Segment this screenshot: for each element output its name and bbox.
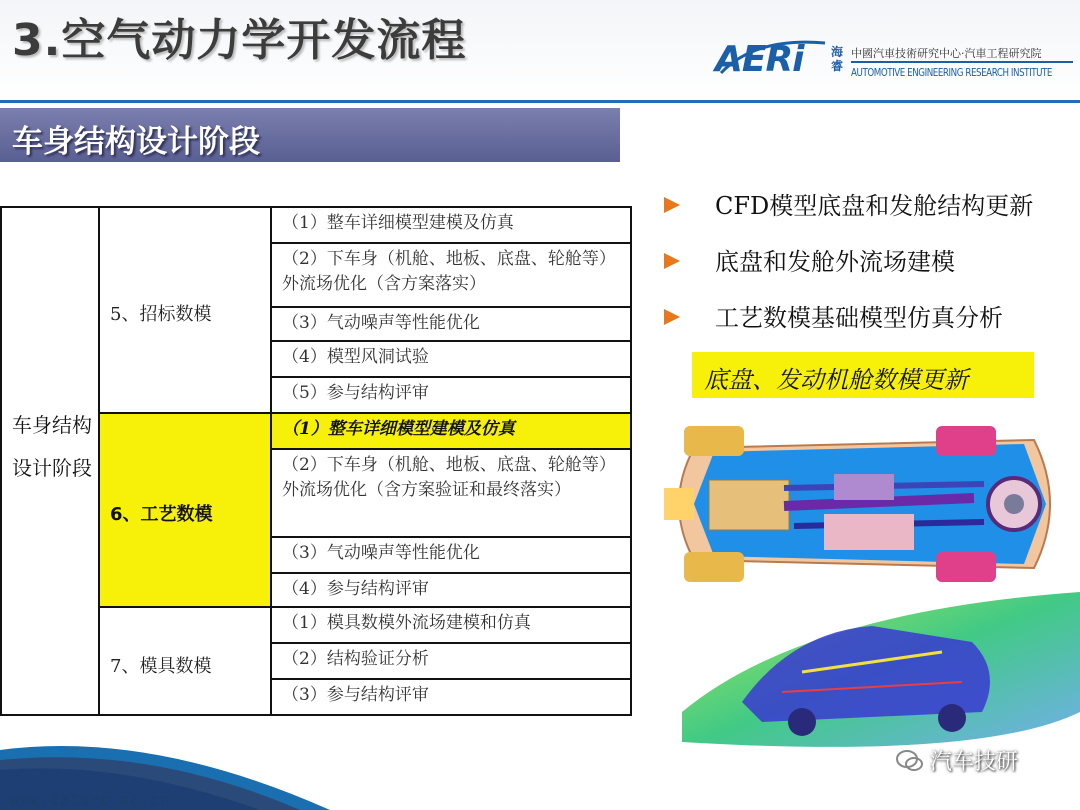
arrow-bullet-icon <box>664 253 680 269</box>
watermark-text: 汽车技研 <box>930 750 1019 775</box>
title-divider <box>0 100 1080 103</box>
section-banner <box>0 108 620 162</box>
phase-cell-highlighted <box>98 412 272 608</box>
stage-label: 车身结构设计阶段 <box>12 413 92 480</box>
table-row: （3）气动噪声等性能优化 <box>270 536 632 574</box>
list-item <box>660 242 1080 298</box>
logo-org-cn: 中國汽車技術研究中心·汽車工程研究院 <box>851 47 1042 60</box>
phase-cell <box>98 606 272 716</box>
aeri-logo <box>715 35 1075 90</box>
cfd-streamline-image <box>682 592 1080 760</box>
page-title: 3.空气动力学开发流程 <box>12 15 467 66</box>
phase-label: 5、招标数模 <box>110 304 212 325</box>
table-row: （2）下车身（机舱、地板、底盘、轮舱等）外流场优化（含方案验证和最终落实） <box>270 448 632 538</box>
table-row: （2）结构验证分析 <box>270 642 632 680</box>
process-table <box>0 206 632 716</box>
table-row-highlighted: （1）整车详细模型建模及仿真 <box>270 412 632 450</box>
stage-cell <box>0 206 100 716</box>
logo-mark: AERi <box>715 39 804 80</box>
table-row: （3）气动噪声等性能优化 <box>270 306 632 342</box>
image-caption-box <box>692 352 1034 398</box>
logo-cn-mark: 海睿 <box>831 45 844 73</box>
wechat-icon <box>895 748 925 774</box>
section-title: 车身结构设计阶段 <box>12 124 260 160</box>
table-row: （1）模具数模外流场建模和仿真 <box>270 606 632 644</box>
phase-cell <box>98 206 272 414</box>
logo-org-en: AUTOMOTIVE ENGINEERING RESEARCH INSTITUTE <box>851 66 1052 79</box>
bullet-list <box>660 186 1080 354</box>
table-row: （3）参与结构评审 <box>270 678 632 716</box>
footer-url[interactable]: www.catarc.ac.cn <box>10 791 171 809</box>
bullet-text: CFD模型底盘和发舱结构更新 <box>715 192 1034 220</box>
list-item <box>660 298 1080 354</box>
logo-divider <box>851 61 1073 63</box>
phase-label: 6、工艺数模 <box>110 504 213 525</box>
arrow-bullet-icon <box>664 197 680 213</box>
table-row: （4）参与结构评审 <box>270 572 632 608</box>
table-row: （2）下车身（机舱、地板、底盘、轮舱等）外流场优化（含方案落实） <box>270 242 632 308</box>
arrow-bullet-icon <box>664 309 680 325</box>
underbody-model-image <box>654 418 1078 590</box>
phase-label: 7、模具数模 <box>110 656 212 677</box>
table-row: （4）模型风洞试验 <box>270 340 632 378</box>
list-item <box>660 186 1080 242</box>
table-row: （5）参与结构评审 <box>270 376 632 414</box>
bullet-text: 工艺数模基础模型仿真分析 <box>715 304 1003 332</box>
table-row: （1）整车详细模型建模及仿真 <box>270 206 632 244</box>
image-caption: 底盘、发动机舱数模更新 <box>704 366 968 394</box>
bullet-text: 底盘和发舱外流场建模 <box>715 248 955 276</box>
